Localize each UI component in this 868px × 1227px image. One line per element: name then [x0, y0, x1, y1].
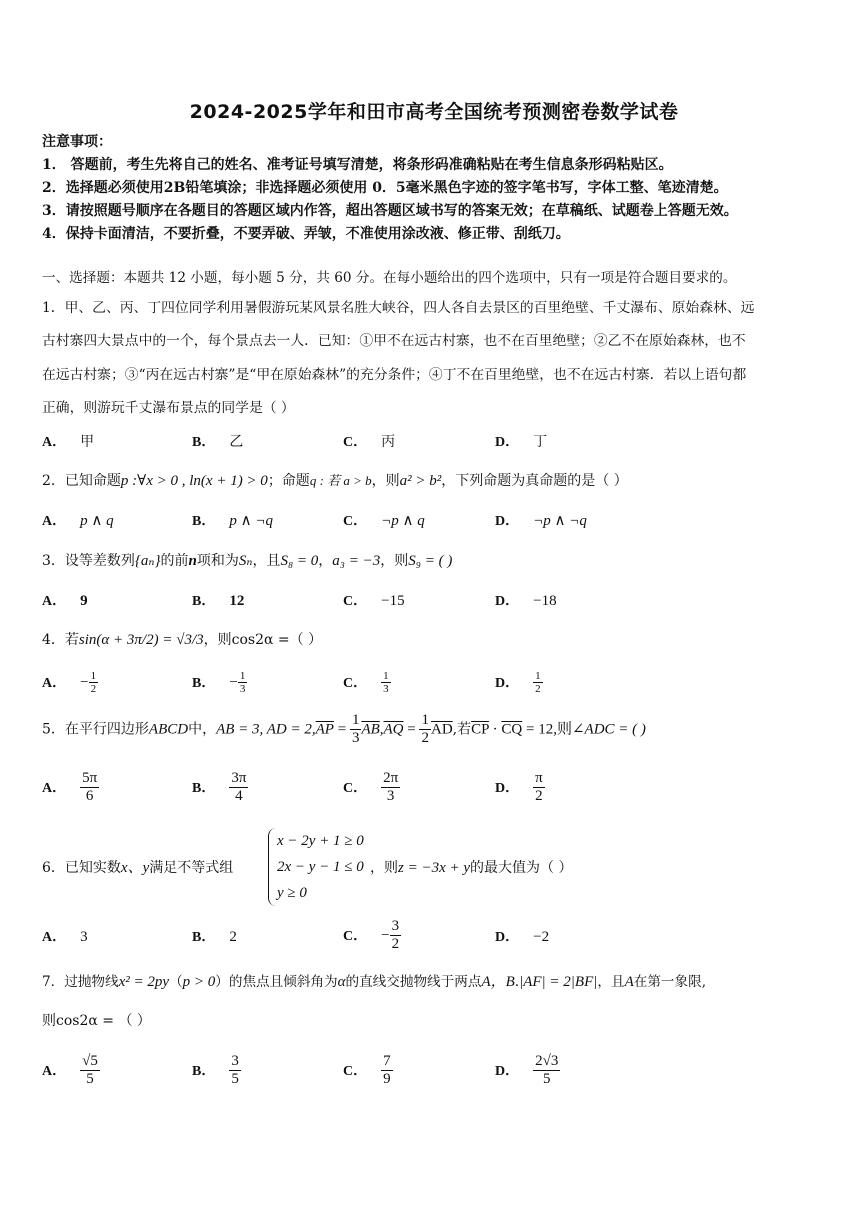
math-expression: sin(α + 3π/2) = √3/3: [78, 632, 204, 648]
option-value: 丙: [381, 434, 396, 450]
option-a[interactable]: [42, 433, 94, 452]
question-7-text: [42, 973, 706, 991]
option-c[interactable]: [343, 918, 401, 953]
numerator: 3π: [231, 770, 247, 786]
inequality-system: [268, 828, 364, 906]
option-a[interactable]: [42, 512, 114, 531]
option-b[interactable]: [192, 770, 248, 805]
fraction: [533, 670, 543, 695]
option-d[interactable]: [495, 512, 587, 531]
question-number: 4．若: [42, 632, 79, 648]
option-a[interactable]: [42, 928, 88, 947]
fraction: [80, 1053, 100, 1088]
inequality: y ≥ 0: [277, 885, 307, 901]
fraction: [390, 918, 402, 953]
text: 在第一象限,: [633, 974, 707, 990]
option-d[interactable]: [495, 928, 549, 947]
numerator: 1: [239, 670, 246, 682]
option-b[interactable]: [192, 670, 247, 695]
numerator: 3: [391, 918, 400, 934]
notice-item: 4．保持卡面清洁，不要折叠，不要弄破、弄皱，不准使用涂改液、修正带、刮纸刀。: [42, 226, 570, 242]
vector: $\overline{AB}$: [361, 721, 380, 738]
question-number: 3．设等差数列: [42, 553, 135, 569]
fraction: [381, 1053, 393, 1088]
text: （: [169, 974, 183, 990]
denominator: 3: [239, 683, 246, 695]
option-label: D．: [495, 675, 520, 691]
option-value: p ∧ ¬q: [229, 513, 273, 529]
question-number: 2．已知命题: [42, 473, 121, 489]
option-a[interactable]: [42, 770, 99, 805]
math-expression: a₃ = −3: [332, 553, 381, 569]
question-1-text: 在远古村寨；③“丙在远古村寨”是“甲在原始森林”的充分条件；④丁不在百里绝壁，也不在远古村寨．若以上语句都: [42, 367, 747, 383]
math-expression: z = −3x + y: [398, 860, 471, 876]
option-label: D．: [495, 1063, 520, 1079]
text: 满足不等式组: [149, 860, 234, 876]
question-2-text: [42, 472, 628, 490]
text: =: [403, 721, 420, 738]
denominator: 6: [85, 788, 94, 804]
math-expression: x、y: [120, 860, 150, 876]
minus-sign: −: [80, 674, 89, 691]
option-b[interactable]: [192, 1053, 241, 1088]
text: ，则: [371, 473, 400, 489]
math-expression: Sₙ: [238, 553, 253, 569]
text: ，则: [370, 860, 398, 876]
denominator: 3: [386, 788, 395, 804]
option-a[interactable]: [42, 670, 98, 695]
inequality: x − 2y + 1 ≥ 0: [277, 833, 364, 849]
option-label: B．: [192, 675, 216, 691]
math-expression: A，B: [481, 974, 515, 990]
fraction: [419, 712, 431, 747]
numerator: 1: [90, 670, 97, 682]
option-value: 3: [80, 929, 88, 945]
option-d[interactable]: [495, 592, 557, 611]
option-value: 甲: [80, 434, 95, 450]
option-label: A．: [42, 930, 67, 945]
math-expression: x² = 2py: [118, 974, 170, 990]
math-expression: p :∀x > 0 , ln(x + 1) > 0: [120, 473, 268, 489]
denominator: 2: [90, 683, 97, 695]
fraction: [533, 770, 545, 805]
option-value: −2: [533, 929, 550, 945]
denominator: 3: [383, 683, 389, 695]
denominator: 3: [351, 730, 360, 746]
question-number: 5．在平行四边形: [42, 721, 149, 738]
numerator: 1: [421, 712, 429, 728]
option-c[interactable]: [343, 512, 425, 531]
question-1-text: 古村寨四大景点中的一个，每个景点去一人．已知：①甲不在远古村寨，也不在百里绝壁；②乙不在原始森林，也不: [42, 333, 746, 349]
question-number: 6．已知实数: [42, 860, 121, 876]
option-value: ¬p ∧ ¬q: [533, 513, 587, 529]
option-label: D．: [495, 435, 520, 450]
inequality: 2x − y − 1 ≤ 0: [277, 859, 364, 875]
option-value: 乙: [229, 434, 244, 450]
math-expression: A: [624, 974, 634, 990]
fraction: [381, 670, 391, 695]
option-d[interactable]: [495, 1053, 560, 1088]
question-6-text: [42, 859, 233, 877]
denominator: 9: [383, 1071, 391, 1087]
vector: $\overline{CQ}$: [501, 721, 523, 738]
numerator: 5π: [82, 770, 98, 786]
question-5-text: 5．在平行四边形ABCD中，AB = 3, AD = $2,\overline{AP}$ = $\frac{1}{3}$ $\overline{AB},\overline{AQ}$ = $\frac{1}{2}$ $\overline{AD}$,若$\overline{CP} \cdot \overline{CQ} = 12$,则∠ADC = ( ): [42, 712, 646, 746]
math-expression: ∠ADC = ( ): [571, 721, 646, 738]
text: ,若: [452, 721, 472, 738]
question-7-text: 则cos2α = （ ）: [42, 1013, 151, 1029]
denominator: 2: [391, 936, 400, 952]
option-label: A．: [42, 594, 67, 609]
text: .: [514, 974, 520, 990]
text: 的最大值为（ ）: [470, 860, 573, 876]
option-label: D．: [495, 780, 520, 796]
minus-sign: −: [229, 674, 238, 691]
text: 的直线交抛物线于两点: [345, 974, 482, 990]
option-c[interactable]: [343, 592, 405, 611]
fraction: [533, 1053, 560, 1088]
math-expression: S₉ = ( ): [408, 553, 453, 569]
denominator: 5: [231, 1071, 239, 1087]
option-label: B．: [192, 930, 216, 945]
numerator: 1: [383, 670, 389, 682]
option-a[interactable]: [42, 592, 88, 611]
option-d[interactable]: [495, 670, 543, 695]
text: ，则: [380, 553, 409, 569]
option-value: −15: [381, 593, 405, 609]
math-expression: AB = 3, AD = 2,: [216, 721, 316, 738]
option-c[interactable]: [343, 433, 395, 452]
notice-item: 2．选择题必须使用2B铅笔填涂；非选择题必须使用 0．5毫米黑色字迹的签字笔书写，字体工整、笔迹清楚。: [42, 180, 728, 196]
denominator: 5: [542, 1071, 551, 1087]
option-value: 12: [229, 593, 245, 609]
denominator: 2: [421, 730, 429, 746]
vector: $\overline{AP}$: [315, 721, 334, 738]
notice-item: 3．请按照题号顺序在各题目的答题区域内作答，超出答题区域书写的答案无效；在草稿纸、试题卷上答题无效。: [42, 203, 738, 219]
numerator: 1: [351, 712, 360, 728]
option-label: D．: [495, 594, 520, 609]
option-label: C．: [343, 675, 368, 691]
numerator: π: [535, 770, 543, 786]
question-4-text: [42, 631, 322, 649]
math-expression: {aₙ}: [134, 553, 161, 569]
option-label: B．: [192, 780, 216, 796]
option-b[interactable]: [192, 592, 244, 611]
text: 中，: [188, 721, 217, 738]
text: 的前: [160, 553, 189, 569]
option-b[interactable]: [192, 433, 243, 452]
option-label: B．: [192, 594, 216, 609]
option-label: C．: [343, 780, 368, 796]
option-value: 丁: [533, 434, 548, 450]
text: ；命题: [267, 473, 310, 489]
fraction: [238, 670, 248, 695]
question-number: 7．过抛物线: [42, 974, 119, 990]
option-c[interactable]: [343, 1053, 393, 1088]
option-value: 9: [80, 593, 88, 609]
text: 项和为: [196, 553, 239, 569]
math-expression: ABCD: [148, 721, 189, 738]
option-a[interactable]: [42, 1053, 100, 1088]
option-value: 2: [229, 929, 237, 945]
question-1-text: 正确，则游玩千丈瀑布景点的同学是（ ）: [42, 400, 295, 416]
fraction: [350, 712, 362, 747]
option-label: D．: [495, 930, 520, 945]
option-b[interactable]: [192, 512, 273, 531]
text: ，且: [597, 974, 625, 990]
option-d[interactable]: [495, 433, 547, 452]
option-label: A．: [42, 1063, 67, 1079]
option-value: ¬p ∧ q: [381, 513, 425, 529]
text: ，: [318, 553, 333, 569]
option-label: A．: [42, 514, 67, 529]
text: ，下列命题为真命题的是（ ）: [441, 473, 628, 489]
denominator: 2: [535, 788, 543, 804]
option-label: C．: [343, 435, 368, 450]
option-label: D．: [495, 514, 520, 529]
denominator: 4: [235, 788, 243, 804]
option-c[interactable]: [343, 670, 391, 695]
option-label: A．: [42, 675, 67, 691]
option-label: A．: [42, 435, 67, 450]
fraction: [89, 670, 99, 695]
vector: $\overline{CP}$: [471, 721, 489, 738]
notice-heading: 注意事项：: [42, 134, 112, 150]
math-expression: q : 若 a > b: [309, 473, 372, 488]
question-1-text: 1．甲、乙、丙、丁四位同学利用暑假游玩某风景名胜大峡谷，四人各自去景区的百里绝壁、千丈瀑布、原始森林、远: [42, 300, 755, 316]
math-expression: n: [188, 553, 197, 569]
denominator: 2: [535, 683, 541, 695]
option-label: C．: [343, 928, 368, 944]
vector: $\overline{AD}$: [430, 721, 453, 738]
section-heading: 一、选择题：本题共 12 小题，每小题 5 分，共 60 分。在每小题给出的四个选项中，只有一项是符合题目要求的。: [42, 270, 737, 286]
option-d[interactable]: [495, 770, 545, 805]
option-label: C．: [343, 514, 368, 529]
math-expression: |AF| = 2|BF|: [519, 974, 598, 990]
text: ）的焦点且倾斜角为: [215, 974, 338, 990]
notice-item: 1． 答题前，考生先将自己的姓名、准考证号填写清楚，将条形码准确粘贴在考生信息条形码粘贴区。: [42, 157, 673, 173]
question-3-text: [42, 552, 452, 570]
text: = 12,则: [522, 721, 572, 738]
numerator: 7: [383, 1053, 391, 1069]
option-b[interactable]: [192, 928, 237, 947]
numerator: 3: [231, 1053, 239, 1069]
page-title: 2024-2025学年和田市高考全国统考预测密卷数学试卷: [189, 101, 679, 123]
fraction: [229, 1053, 241, 1088]
math-expression: p > 0: [182, 974, 216, 990]
option-label: B．: [192, 514, 216, 529]
question-6-tail: [370, 859, 572, 877]
fraction: [80, 770, 99, 805]
minus-sign: −: [381, 927, 390, 944]
denominator: 5: [86, 1071, 94, 1087]
math-expression: α: [337, 974, 346, 990]
option-value: p ∧ q: [80, 513, 114, 529]
math-expression: a² > b²: [399, 473, 442, 489]
option-value: −18: [533, 593, 557, 609]
option-c[interactable]: [343, 770, 400, 805]
numerator: 2π: [383, 770, 399, 786]
option-label: B．: [192, 1063, 216, 1079]
text: ，则cos2α =（ ）: [203, 632, 323, 648]
option-label: C．: [343, 594, 368, 609]
option-label: A．: [42, 780, 67, 796]
numerator: 2√3: [535, 1053, 559, 1069]
math-expression: S₈ = 0: [280, 553, 319, 569]
text: =: [333, 721, 350, 738]
numerator: √5: [82, 1053, 98, 1069]
numerator: 1: [535, 670, 541, 682]
option-label: B．: [192, 435, 216, 450]
option-label: C．: [343, 1063, 368, 1079]
text: ，且: [252, 553, 281, 569]
fraction: [229, 770, 248, 805]
vector: $\overline{AQ}$: [383, 721, 404, 738]
fraction: [381, 770, 400, 805]
